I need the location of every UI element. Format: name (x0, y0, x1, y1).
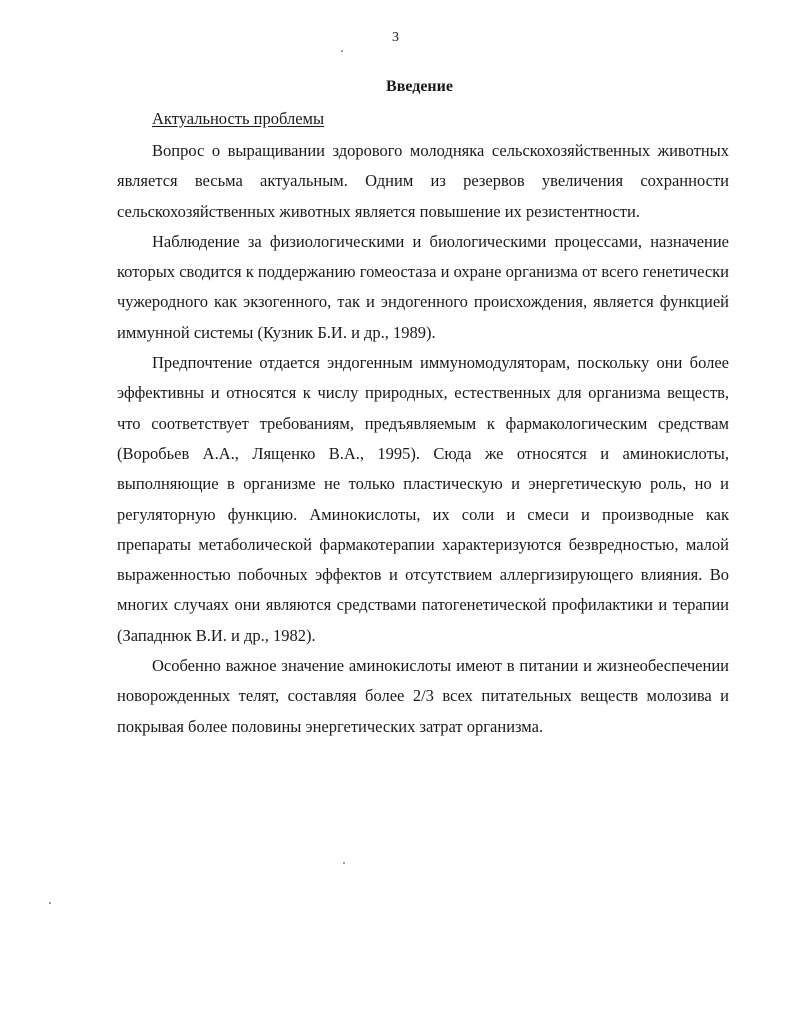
paragraph-1: Вопрос о выращивании здорового молодняка сельскохозяйственных животных является весьма актуальным. Одним из резервов увеличения сохранности сельскохозяйственных животных является повышение их резистентности. (117, 141, 729, 221)
scan-speck (341, 50, 343, 52)
scan-speck (343, 862, 345, 864)
body-text (117, 136, 729, 742)
scan-speck (49, 902, 51, 904)
section-heading: Введение (386, 78, 453, 95)
paragraph-3: Предпочтение отдается эндогенным иммуномодуляторам, поскольку они более эффективны и относятся к числу природных, естественных для организма веществ, что соответствует требованиям, предъявляемым к фармакологическим средствам (Воробьев А.А., Лященко В.А., 1995). Сюда же относятся и аминокислоты, выполняющие в организме не только пластическую и энергетическую роль, но и регуляторную функцию. Аминокислоты, их соли и смеси и производные как препараты метаболической фармакотерапии характеризуются безвредностью, малой выраженностью побочных эффектов и отсутствием аллергизирующего влияния. Во многих случаях они являются средствами патогенетической профилактики и терапии (Западнюк В.И. и др., 1982). (117, 353, 729, 645)
paragraph-4: Особенно важное значение аминокислоты имеют в питании и жизнеобеспечении новорожденных телят, составляя более 2/3 всех питательных веществ молозива и покрывая более половины энергетических затрат организма. (117, 656, 729, 736)
paragraph-2: Наблюдение за физиологическими и биологическими процессами, назначение которых сводится к поддержанию гомеостаза и охране организма от всего генетически чужеродного как экзогенного, так и эндогенного происхождения, является функцией иммунной системы (Кузник Б.И. и др., 1989). (117, 231, 729, 342)
subsection-heading: Актуальность проблемы (152, 109, 325, 128)
page-number: 3 (392, 30, 399, 45)
